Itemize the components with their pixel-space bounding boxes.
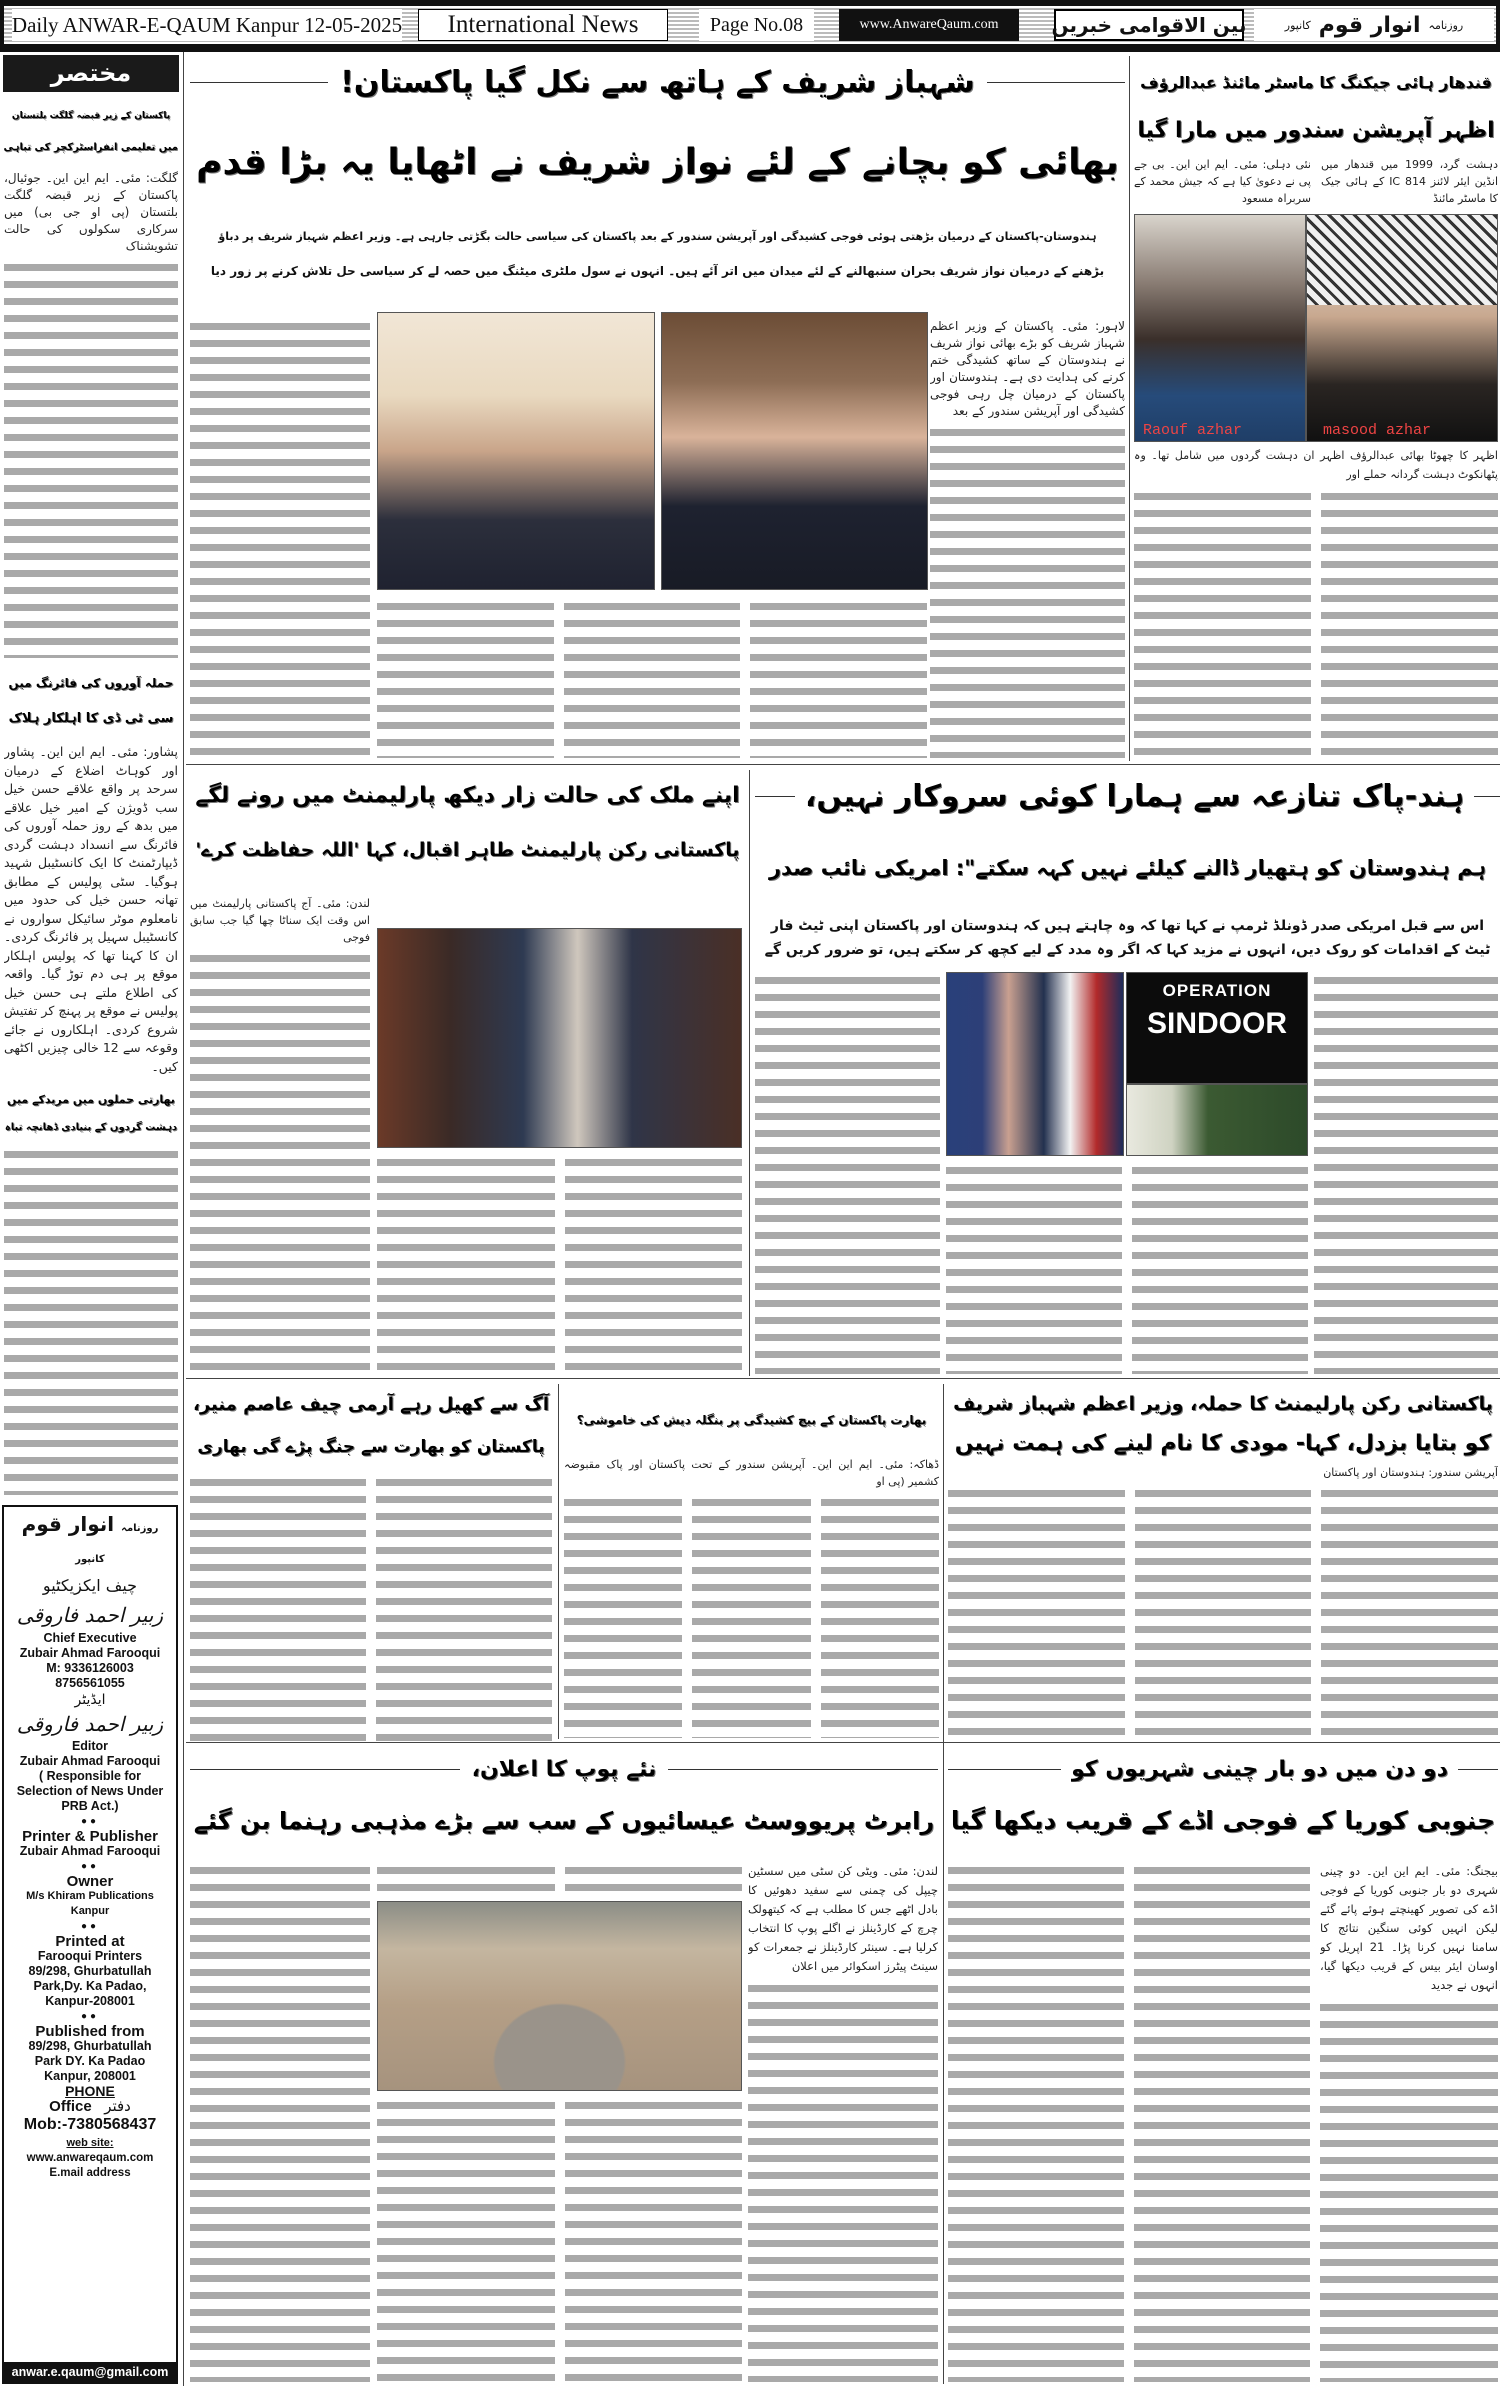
story-lead: ڈھاکہ: مئی۔ ایم این این۔ آپریشن سندور کے تحت پاکستان اور پاک مقبوضہ کشمیر (پی او: [564, 1458, 939, 1488]
story-body-columns: [755, 972, 940, 1374]
story-headline: آگ سے کھیل رہے آرمی چیف عاصم منیر،: [192, 1394, 550, 1415]
column-divider: [1129, 56, 1130, 761]
story-headline: پاکستانی رکن پارلیمنٹ طاہر اقبال، کہا 'اللہ حفاظت کرے': [195, 839, 740, 861]
editor-label: Editor: [71, 1739, 109, 1753]
story-deck: ٹیٹ کے اقدامات کو روک دیں، انہوں نے مزید کہا کہ اگر وہ مدد کے لیے کچھ کر سکتے ہیں، تو ضرور کریں گے: [764, 942, 1491, 958]
office-mobile: Mob:-7380568437: [23, 2116, 157, 2133]
story-deck: ہندوستان-پاکستان کے درمیان بڑھتی ہوئی فوجی کشیدگی اور آپریشن سندور کے بعد پاکستان کی سیاسی حالت بگڑتی جارہی ہے۔ وزیر اعظم شہباز شریف پر دباؤ: [218, 230, 1097, 243]
story-kicker: نئے پوپ کا اعلان،: [471, 1756, 657, 1782]
brief-body: [4, 259, 178, 658]
phone-label: PHONE: [65, 2083, 115, 2099]
story-body-columns: [377, 598, 927, 758]
story-lead: لاہور: مئی۔ پاکستان کے وزیر اعظم شہباز شریف کو بڑے بھائی نواز شریف نے ہندوستان کے ساتھ کشیدگی ختم کرنے کی ہدایت دی ہے۔ ہندوستان اور پاکستان کے درمیان چل رہی فوجی کشیدگی اور آپریشن سندور کے بعد: [930, 319, 1125, 418]
shehbaz-coward-story: [948, 1384, 1498, 1738]
chief-exec-name: Zubair Ahmad Farooqui: [19, 1646, 161, 1660]
brief-body: [4, 1146, 178, 1495]
story-lead: بیجنگ: مئی۔ ایم این این۔ دو چینی شہری دو بار جنوبی کوریا کے فوجی اڈے کی تصویر کھینچتے ہوئے پائے گئے لیکن انہیں کوئی سنگین نتائج کا سامنا نہیں کرنا پڑا۔ 21 اپریل کو اوسان ایئر بیس کے قریب دیکھا گیا، انہوں نے جدید: [1320, 1864, 1498, 1992]
row-divider: [186, 1742, 1500, 1743]
story-headline: اپنے ملک کی حالت زار دیکھ پارلیمنٹ میں رونے لگے: [195, 783, 740, 808]
office-label: Office: [49, 2098, 92, 2115]
story-headline: قندھار ہائی جیکنگ کا ماسٹر مائنڈ عبدالرؤف: [1140, 73, 1492, 92]
masthead-city: کانپور: [1284, 18, 1311, 32]
editor-name: Zubair Ahmad Farooqui: [19, 1754, 161, 1768]
lead-story: [190, 56, 1125, 288]
printer-label: Printer & Publisher: [22, 1828, 158, 1845]
printed-label: Printed at: [55, 1933, 125, 1950]
row-divider: [186, 1378, 1500, 1379]
brief-story: [4, 100, 178, 658]
bangladesh-story: [564, 1384, 939, 1738]
story-body: [930, 318, 1125, 758]
story-body-columns: [377, 1154, 742, 1374]
photo-caption: masood azhar: [1323, 422, 1432, 439]
kandahar-body: [1134, 446, 1498, 758]
korea-story: [948, 1748, 1498, 1852]
published-from: 89/298, Ghurbatullah Park DY. Ka Padao Kanpur, 208001: [28, 2039, 152, 2083]
website[interactable]: www.anwareqaum.com: [26, 2152, 154, 2164]
story-body-columns: [1134, 488, 1498, 758]
korea-body: [1320, 1862, 1498, 2382]
operation-sindoor-graphic: [1126, 972, 1308, 1084]
story-lead: دہشت گرد، 1999 میں قندھار میں انڈین ایئر لائنز IC 814 کے ہائی جیک کا ماسٹر مائنڈ: [1321, 158, 1499, 205]
section-title: International News: [418, 9, 668, 41]
brief-story: [4, 665, 178, 1076]
photo-st-peters-square: [377, 1901, 742, 2091]
printer-name: Zubair Ahmad Farooqui: [19, 1844, 161, 1858]
story-headline: کو بتایا بزدل، کہا- مودی کا نام لینے کی ہمت نہیں: [954, 1431, 1492, 1456]
web-label: web site:: [66, 2137, 114, 2149]
kandahar-story: [1134, 60, 1498, 207]
editor-name-urdu: زبیر احمد فاروقی: [16, 1712, 164, 1736]
masthead-prefix: روزنامہ: [1428, 18, 1464, 32]
photo-rauf-azhar: [1134, 214, 1306, 442]
photo-masood-azhar: [1306, 214, 1498, 442]
brief-headline: حملہ آوروں کی فائرنگ میں: [8, 676, 174, 690]
masthead-logo: انوار قوم: [1318, 12, 1421, 38]
column-divider: [183, 52, 184, 2386]
story-headline: رابرٹ پریووسٹ عیسائیوں کے سب سے بڑے مذہبی رہنما بن گئے: [193, 1807, 935, 1835]
imprint-city: کانپور: [75, 1554, 105, 1565]
story-body-columns: [1314, 972, 1498, 1374]
briefs-title: مختصر: [3, 55, 179, 92]
page-number: Page No.08: [699, 9, 814, 41]
brief-story: [4, 1086, 178, 1142]
story-body-columns: [946, 1162, 1308, 1374]
column-divider: [749, 770, 750, 1376]
pakistan-flag-image: [1126, 1084, 1308, 1156]
photo-tahir-iqbal: [377, 928, 742, 1148]
imprint-logo: انوار قوم: [21, 1512, 115, 1536]
story-kicker: شہباز شریف کے ہاتھ سے نکل گیا پاکستان!: [340, 64, 975, 100]
column-divider: [558, 1384, 559, 1739]
printed-at: Farooqui Printers 89/298, Ghurbatullah Park,Dy. Ka Padao, Kanpur-208001: [28, 1949, 152, 2008]
brief-stack: [4, 665, 178, 1495]
imprint-box: روزنامہ انوار قوم کانپور چیف ایکزیکٹیو زبیر احمد فاروقی Chief Executive Zubair Ahmad Farooqui M: 9336126003 8756561055 ایڈیٹر زبیر احمد فاروقی Editor Zubair Ahmad Farooqui ( Responsible for Selection of News Under PRB Act.) ●● Printer & Publisher Zubair Ahmad Farooqui ●● Owner M/s Khiram Publications Kanpur ●● Printed at Farooqui Printers 89/298, Ghurbatullah Park,Dy. Ka Padao, Kanpur-208001 ●● Published from 89/298, Ghurbatullah Park DY. Ka Padao Kanpur, 208001 PHONE Office دفتر Mob:-7380568437 web site: www.anwareqaum.com E.mail address anwar.e.qaum@gmail.com: [2, 1505, 178, 2384]
chief-exec-urdu: چیف ایکزیکٹیو: [42, 1576, 138, 1595]
story-headline: اظہر آپریشن سندور میں مارا گیا: [1137, 118, 1495, 143]
prb-note: ( Responsible for Selection of News Under PRB Act.): [16, 1769, 164, 1813]
story-lead: آپریشن سندور: ہندوستان اور پاکستان: [1323, 1466, 1498, 1479]
photo-nawaz-sharif: [377, 312, 655, 590]
dateline: Daily ANWAR-E-QAUM Kanpur 12-05-2025: [12, 9, 402, 41]
story-body-column: [748, 1980, 938, 2382]
story-lead: لندن: مئی۔ ویٹی کن سٹی میں سسٹین چیپل کی چمنی سے سفید دھوئیں کا بادل اٹھے جس کا مطلب ہے کہ کیتھولک چرچ کے کارڈینلز نے اگلے پوپ کا انتخاب کرلیا ہے۔ سینئر کارڈینلز نے جمعرات کو سینٹ پیٹرز اسکوائر میں اعلان: [748, 1864, 938, 1973]
story-body-columns: [377, 2097, 742, 2382]
brief-lead: گلگت: مئی۔ ایم این این۔ جوئیال، پاکستان کے زیر قبضہ گلگت بلتستان (پی او جی بی) میں سرکاری سکولوں کی حالت تشویشناک: [4, 171, 178, 253]
brief-headline: دہشت گردوں کے بنیادی ڈھانچہ تباہ: [4, 1122, 178, 1133]
story-body-columns: [190, 318, 370, 758]
owner-label: Owner: [66, 1873, 114, 1890]
tahir-iqbal-story: [190, 770, 745, 878]
story-kicker: ہند-پاک تنازعہ سے ہمارا کوئی سروکار نہیں،: [805, 778, 1465, 814]
owner-name: M/s Khiram Publications Kanpur: [26, 1890, 154, 1917]
page-header: [0, 0, 1500, 52]
office-label-urdu: دفتر: [104, 2097, 131, 2115]
story-lead: نئی دہلی: مئی۔ ایم این این۔ بی جے پی نے دعویٰ کیا ہے کہ جیش محمد کے سربراہ مسعود: [1134, 158, 1311, 205]
brief-headline: سی ٹی ڈی کا اہلکار ہلاک: [8, 711, 174, 726]
mobile-2: 8756561055: [55, 1676, 125, 1690]
brief-headline: بھارتی حملوں میں مریدکے میں: [7, 1093, 175, 1106]
email-address[interactable]: anwar.e.qaum@gmail.com: [4, 2362, 176, 2382]
graphic-text: SINDOOR: [1146, 1007, 1287, 1040]
email-label: E.mail address: [49, 2167, 131, 2179]
us-vice-president-story: [755, 770, 1500, 962]
story-kicker: دو دن میں دو بار چینی شہریوں کو: [1071, 1756, 1448, 1782]
story-deck: بڑھنے کے درمیان نواز شریف بحران سنبھالنے کے لئے میدان میں اتر آئے ہیں۔ انہوں نے سول ملٹری میٹنگ میں حصہ لے کر سیاسی حل تلاش کرنے پر زور دیا: [210, 264, 1105, 278]
brief-headline: پاکستان کے زیر قبضہ گلگت بلتستان: [11, 111, 171, 121]
brief-lead: پشاور: مئی۔ ایم این این۔ پشاور اور کوہاٹ اضلاع کے درمیان سرحد پر واقع علاقے حسن خیل سب ڈویژن کے امیر خیل علاقے میں بدھ کے روز حملہ آوروں کی فائرنگ سے انسداد دہشت گردی ڈیپارٹمنٹ کا ایک کانسٹیبل شہید ہوگیا۔ سٹی پولیس کے مطابق تھانہ حسن خیل کی حدود میں نامعلوم موٹر سائیکل سواروں نے کانسٹیبل سہیل پر فائرنگ کردی۔ ان کا کہنا تھا کہ پولیس اہلکار موقع پر ہی دم توڑ گیا۔ واقعہ کی اطلاع ملتے ہی حسن خیل پولیس نے موقع پر پہنچ کر تفتیش شروع کردی۔ اہلکاروں نے جائے وقوعہ سے 12 خالی چیزیں اکٹھی کیں۔: [4, 744, 178, 1074]
name-urdu: زبیر احمد فاروقی: [16, 1603, 164, 1627]
brief-headline: میں تعلیمی انفراسٹرکچر کی تباہی: [4, 142, 178, 153]
asim-munir-story: [190, 1384, 552, 1744]
published-label: Published from: [35, 2023, 145, 2040]
mobile-1: M: 9336126003: [46, 1661, 134, 1675]
photo-shehbaz-sharif: [661, 312, 928, 590]
story-headline: بھائی کو بچانے کے لئے نواز شریف نے اٹھایا یہ بڑا قدم: [196, 142, 1119, 183]
story-body-columns: [948, 1862, 1310, 2382]
graphic-text: OPERATION: [1162, 981, 1272, 1000]
story-headline: جنوبی کوریا کے فوجی اڈے کے قریب دیکھا گیا: [950, 1806, 1496, 1835]
story-body-columns: [377, 1862, 742, 1896]
masthead-prefix: روزنامہ: [121, 1523, 159, 1534]
story-lead: اظہر کا چھوٹا بھائی عبدالرؤف اظہر ان دہشت گردوں میں شامل تھا۔ وہ پٹھانکوٹ دہشت گردانہ حملے اور: [1134, 449, 1498, 481]
row-divider: [186, 764, 1500, 765]
story-headline: ہم ہندوستان کو ہتھیار ڈالنے کیلئے نہیں کہہ سکتے": امریکی نائب صدر: [768, 856, 1487, 880]
pope-story: [190, 1748, 938, 1852]
column-divider: [943, 1384, 944, 2384]
story-headline: پاکستانی رکن پارلیمنٹ کا حملہ، وزیر اعظم شہباز شریف: [953, 1393, 1493, 1415]
photo-caption: Raouf azhar: [1143, 422, 1243, 439]
tahir-body: [190, 895, 370, 1375]
story-headline: بھارت پاکستان کے بیچ کشیدگی پر بنگلہ دیش کی خاموشی؟: [576, 1413, 927, 1427]
story-body-column: [190, 950, 370, 1375]
editor-urdu: ایڈیٹر: [74, 1692, 106, 1708]
story-body-column: [1320, 1999, 1498, 2382]
section-title-urdu: بین الاقوامی خبریں: [1054, 9, 1244, 41]
chief-exec-label: Chief Executive: [43, 1631, 137, 1645]
story-headline: پاکستان کو بھارت سے جنگ پڑے گی بھاری: [197, 1437, 545, 1457]
story-deck: اس سے قبل امریکی صدر ڈونلڈ ٹرمپ نے کہا تھا کہ وہ چاہتے ہیں کہ ہندوستان اور پاکستان اپنی ٹیٹ فار: [770, 918, 1485, 934]
website-link[interactable]: www.AnwareQaum.com: [839, 9, 1019, 41]
story-body-columns: [190, 1862, 370, 2382]
photo-jd-vance: [946, 972, 1124, 1156]
pope-body: [748, 1862, 938, 2382]
masthead: [1254, 9, 1494, 41]
story-lead: لندن: مئی۔ آج پاکستانی پارلیمنٹ میں اس وقت ایک سناٹا چھا گیا جب سابق فوجی: [190, 897, 370, 944]
